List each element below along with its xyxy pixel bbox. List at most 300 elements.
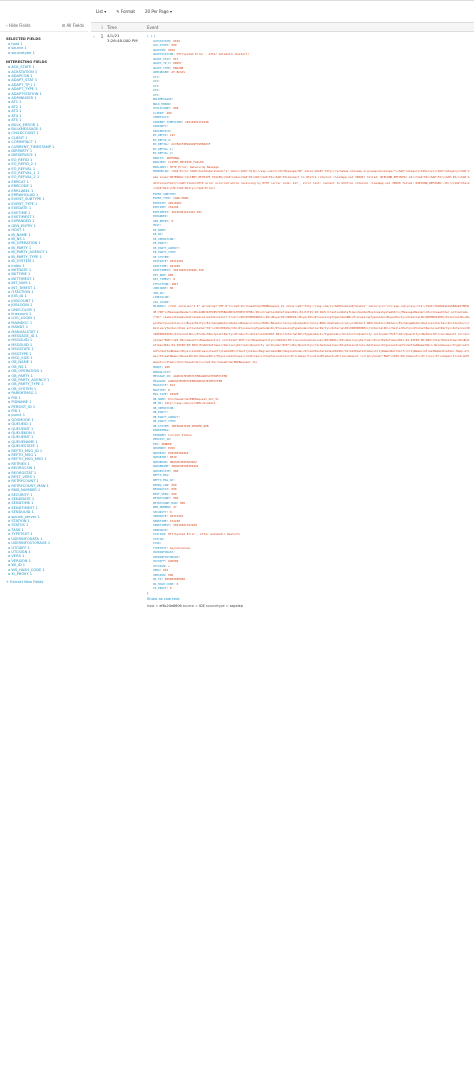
event-field-key[interactable]: UTCSIGN	[153, 563, 165, 568]
interesting-field-item[interactable]: a QUEUEKON 1	[8, 430, 36, 435]
event-field-value[interactable]: 000	[171, 491, 177, 496]
event-field-key[interactable]: QUEUEINT	[153, 455, 167, 460]
interesting-field-item[interactable]: a ADAPT_TP_I 1	[8, 82, 36, 87]
interesting-field-item[interactable]: a MANDT 1	[8, 325, 28, 330]
event-field-key[interactable]: ADAPT_TYPE	[153, 65, 170, 70]
interesting-field-item[interactable]: a IB_NAME 1	[8, 232, 31, 237]
event-field-key[interactable]: QUEUESTATE	[153, 468, 170, 473]
event-field-key[interactable]: PID	[153, 441, 159, 446]
event-field-value[interactable]: HTTP Error: Receiving Message	[169, 164, 219, 169]
event-field-key[interactable]: REFTO_MSG_ID	[153, 477, 174, 482]
event-field-key[interactable]: QUEUENAME	[153, 464, 169, 469]
event-field-key[interactable]: EO_REFVAL_2	[153, 151, 172, 156]
interesting-field-item[interactable]: a SECURITY 1	[8, 492, 33, 497]
interesting-field-item[interactable]: a OB_PARTY_AGENCY 1	[8, 378, 50, 383]
event-field-value[interactable]: PurchaseOrderERPRequest_Out_V1	[168, 396, 219, 401]
event-field-key[interactable]: RETRYCOUNT_MAN	[153, 500, 177, 505]
interesting-field-item[interactable]: a PARENTMSG 1	[8, 391, 37, 396]
event-field-key[interactable]: HOST	[153, 223, 160, 228]
event-field-key[interactable]: ERRWHOLAD	[153, 169, 169, 174]
event-field-key[interactable]: MSGSTATE	[153, 383, 167, 388]
row-expand-toggle[interactable]: ›	[93, 34, 95, 39]
interesting-field-item[interactable]: a ADAPTSTATION 1	[8, 91, 42, 96]
event-field-key[interactable]: MANDT	[153, 365, 162, 370]
event-field-key[interactable]: ACKSTATION	[153, 38, 170, 43]
event-field-key[interactable]: INT_TIMEST	[153, 277, 170, 282]
event-field-key[interactable]: PERSIST_ID	[153, 437, 170, 442]
interesting-field-item[interactable]: a UTCDIFF 1	[8, 545, 30, 550]
interesting-field-item[interactable]: a PID 1	[8, 395, 21, 400]
event-field-value[interactable]: 0019	[169, 455, 177, 460]
interesting-field-item[interactable]: a QUEUEINT 1	[8, 426, 34, 431]
event-field-key[interactable]: INITDATE	[153, 259, 167, 264]
event-field-value[interactable]: Asynchronous	[169, 545, 191, 550]
interesting-field-item[interactable]: a JOBLOGIN 1	[8, 303, 33, 308]
interesting-field-item[interactable]: a SENDUUID 1	[8, 510, 34, 515]
event-field-value[interactable]: ENGINE	[173, 65, 184, 70]
interesting-field-item[interactable]: a GEN_ENTRY 1	[8, 223, 36, 228]
interesting-field-item[interactable]: a RETRYCOUNT_MAN 1	[8, 483, 49, 488]
event-field-value[interactable]: AA0D3A7ECB57CE5BAA0D3A7ECB57CE5B	[173, 374, 228, 379]
event-field-key[interactable]: RND_NUMBER	[153, 505, 170, 510]
interesting-field-item[interactable]: a QUEUEID 1	[8, 422, 32, 427]
interesting-field-item[interactable]: a REFTO_MSG_ID 1	[8, 448, 43, 453]
event-field-key[interactable]: REFTO_MSG	[153, 473, 169, 478]
event-field-value[interactable]: 0	[171, 218, 174, 223]
event-field-key[interactable]: USERINFODATA	[153, 550, 174, 555]
event-field-key[interactable]: OB_PARTY_AGENCY	[153, 414, 179, 419]
event-field-key[interactable]: IB_PARTY	[153, 241, 167, 246]
event-field-value[interactable]: INIT	[171, 281, 179, 286]
interesting-field-item[interactable]: a MSGSTATE 1	[8, 347, 34, 352]
event-field-value[interactable]: 400	[164, 365, 170, 370]
event-field-value[interactable]: 152248	[168, 205, 179, 210]
event-field-key[interactable]: BULK_ERROR	[153, 101, 170, 106]
event-field-key[interactable]: QUEUEKON	[153, 459, 167, 464]
interesting-field-item[interactable]: a VERSION 1	[8, 558, 31, 563]
interesting-field-item[interactable]: a MSG_SIZE 1	[8, 356, 33, 361]
interesting-field-item[interactable]: a AT5 1	[8, 118, 22, 123]
event-field-key[interactable]: CHILDCOUNT	[153, 106, 170, 111]
event-field-key[interactable]: EXETIMEST	[153, 209, 169, 214]
event-field-value[interactable]: SENDER	[161, 441, 172, 446]
event-field-key[interactable]: OB_NAME	[153, 396, 165, 401]
interesting-field-item[interactable]: a INITDATE 1	[8, 267, 32, 272]
event-field-key[interactable]: VERSION	[153, 572, 165, 577]
event-field-key[interactable]: GEN_ENTRY	[153, 218, 169, 223]
event-field-value[interactable]: 20210401152248	[173, 523, 197, 528]
interesting-field-item[interactable]: a OB_NS 1	[8, 364, 27, 369]
interesting-field-item[interactable]: a ADAPT_STAT 1	[8, 78, 38, 83]
event-field-key[interactable]: MESSAGE_ID	[153, 374, 170, 379]
interesting-field-item[interactable]: a ADAPT_TYPE 1	[8, 87, 38, 92]
interesting-field-item[interactable]: a index 1	[8, 263, 25, 268]
event-field-value[interactable]: PO4500384462	[168, 450, 189, 455]
interesting-field-item[interactable]: a IB_NS 1	[8, 237, 26, 242]
json-collapse-toggle[interactable]: { [-]	[147, 34, 156, 38]
event-field-key[interactable]: EO_REFID_2	[153, 137, 170, 142]
event-field-key[interactable]: IB_PARTY_TYPE	[153, 250, 175, 255]
event-field-key[interactable]: UTCDIFF	[153, 559, 165, 564]
event-field-value[interactable]: HTT(System Error - After Automatic Restart)	[176, 52, 250, 57]
event-field-key[interactable]: VERS	[153, 568, 160, 573]
event-field-key[interactable]: OB_PARTY_TYPE	[153, 419, 175, 424]
event-field-key[interactable]: SENDTIMEST	[153, 523, 170, 528]
event-field-value[interactable]: 123	[169, 133, 175, 138]
interesting-field-item[interactable]: a BULKMESSAGE 1	[8, 126, 42, 131]
interesting-field-item[interactable]: a LINECOLOR 1	[8, 307, 36, 312]
format-button[interactable]: ✎ Format	[116, 9, 135, 14]
event-field-value[interactable]: AA0D3A7ECB57CE5BAA0D3A7ECB57CE5B	[168, 378, 223, 383]
interesting-field-item[interactable]: a ADAPCON 1	[8, 74, 33, 79]
interesting-field-item[interactable]: a SENDTIMEST 1	[8, 505, 38, 510]
event-field-value[interactable]: 20210401	[169, 259, 184, 264]
event-field-value[interactable]: 000	[173, 106, 179, 111]
event-field-key[interactable]: AT5	[153, 92, 159, 97]
event-field-value[interactable]: CANG.HUNG	[173, 196, 189, 201]
event-field-key[interactable]: DIRSERVICE	[153, 128, 170, 133]
event-field-key[interactable]: EVENT_TYPE	[153, 196, 170, 201]
interesting-field-item[interactable]: a INT_NUM 1	[8, 281, 31, 286]
interesting-field-item[interactable]: a EO_REFVAL 1	[8, 166, 36, 171]
event-field-key[interactable]: EXPANDED	[153, 214, 167, 219]
event-field-key[interactable]: SENDUUID	[153, 527, 167, 532]
interesting-field-item[interactable]: a ERRWHOLAD 1	[8, 193, 39, 197]
event-field-key[interactable]: OB_PARTY	[153, 410, 167, 415]
interesting-field-item[interactable]: a MANUALSTAT 1	[8, 329, 39, 334]
interesting-field-item[interactable]: a OB_PARTY_TYPE 1	[8, 382, 44, 387]
event-field-value[interactable]: Current Status	[168, 432, 192, 437]
interesting-field-item[interactable]: a LOG_LOGIN 1	[8, 316, 36, 321]
event-field-value[interactable]: 27	[173, 505, 177, 510]
interesting-field-item[interactable]: a QOSMODE 1	[8, 417, 34, 422]
interesting-field-item[interactable]: a PERSIST_ID 1	[8, 404, 36, 409]
event-field-value[interactable]: HTT(System Error - After Automatic Restart)	[168, 532, 241, 537]
event-field-key[interactable]: JOBCOUNT	[153, 286, 167, 291]
show-raw-text-link[interactable]: Show as raw text	[147, 596, 180, 602]
event-field-value[interactable]: 013	[173, 56, 179, 61]
interesting-field-item[interactable]: a EO_REFID 1	[8, 157, 33, 162]
interesting-field-item[interactable]: a EO_REFVAL_1 1	[8, 170, 40, 175]
event-field-key[interactable]: AT1	[153, 74, 159, 79]
interesting-field-item[interactable]: a ACKSTATION 1	[8, 69, 38, 74]
event-field-key[interactable]: INITTIME	[153, 263, 167, 268]
event-field-key[interactable]: ADAPCON	[153, 47, 165, 52]
interesting-field-item[interactable]: a ITFACTION 1	[8, 289, 34, 294]
interesting-field-item[interactable]: a QUEUENAME 1	[8, 439, 38, 444]
header-time[interactable]: Time	[107, 24, 117, 30]
interesting-field-item[interactable]: a STATUS 1	[8, 523, 29, 528]
event-field-value[interactable]: 000	[173, 468, 179, 473]
interesting-field-item[interactable]: a INITTIME 1	[8, 272, 31, 277]
event-field-value[interactable]: AF-BASIS	[171, 70, 186, 75]
list-view-dropdown[interactable]: List ▾	[96, 9, 107, 14]
event-field-key[interactable]: AT2	[153, 79, 159, 84]
interesting-field-item[interactable]: a CURRENT_TIMESTAMP 1	[8, 144, 55, 149]
event-field-key[interactable]: ERRCAT	[153, 155, 164, 160]
interesting-field-item[interactable]: a EVENT_TYPE 1	[8, 201, 38, 206]
interesting-field-item[interactable]: a EXETIMEST 1	[8, 215, 35, 220]
event-field-value[interactable]: 152248	[169, 518, 180, 523]
interesting-field-item[interactable]: a MESSAGE_ID 1	[8, 334, 38, 338]
event-field-key[interactable]: LOG_LOGIN	[153, 299, 169, 304]
event-field-key[interactable]: IB_NS	[153, 232, 162, 237]
interesting-field-item[interactable]: a IB_PARTY 1	[8, 245, 32, 250]
event-field-value[interactable]: 20210401	[168, 200, 182, 205]
interesting-field-item[interactable]: a ERRCAT 1	[8, 179, 29, 184]
event-field-key[interactable]: IB_PARTY_AGENCY	[153, 245, 179, 250]
event-field-key[interactable]: ERRCODE	[153, 160, 165, 165]
event-field-key[interactable]: MSG_SIZE	[153, 392, 167, 397]
interesting-field-item[interactable]: a INT_TIMEST 1	[8, 285, 36, 290]
event-field-value[interactable]: <SAP:Error SOAP:mustUnderstand="1" xmlns:SAP="http://sap.com/xi/XI/Message/30" xmlns:SOAP="http://schemas.xmlsoap.org/soap/envelope/"><SAP:Category>XIServer</SAP:Category><SAP:Code area="INTERNAL">CLIENT_RECEIVE_FAILED</SAP:Code><SAP:P1>410</SAP:P1><SAP:P2>Connect to WfsTra internal (loadapp.net 30000) failed: NIECONN_REFUSED(-10)</SAP:P2><SAP:P3/><SAP:P4/><SAP:AdditionalText/><SAP:Stack>HTTP error occurred while receiving by HTTP (error code: 417 , error text: Connect to WfsTrac internal (loadapp.net 30000 failed: NIECONN_REFUSED(-10))</SAP:Stack><SAP:Retry>M</SAP:Retry></SAP:Error>	[153, 169, 470, 191]
interesting-field-item[interactable]: a SENDDATE 1	[8, 497, 35, 502]
event-field-value[interactable]: 000	[168, 572, 174, 577]
event-field-key[interactable]: MANUALSTAT	[153, 369, 170, 374]
event-field-key[interactable]: PIDNAME	[153, 432, 165, 437]
event-field-value[interactable]: 0	[169, 586, 172, 591]
event-field-key[interactable]: ADAPTSTATION	[153, 52, 174, 57]
interesting-field-item[interactable]: a EXPANDED 1	[8, 219, 35, 224]
event-field-value[interactable]: 0019	[173, 38, 180, 43]
interesting-field-item[interactable]: a ADMINUSER 1	[8, 96, 37, 101]
event-field-key[interactable]: EO_REFVAL	[153, 142, 169, 147]
event-field-key[interactable]: BULKMESSAGE	[153, 97, 172, 102]
event-field-key[interactable]: WS_HASH_CODE	[153, 581, 174, 586]
interesting-field-item[interactable]: a REORGSTAT 1	[8, 470, 37, 475]
interesting-field-item[interactable]: a JOB_ID 1	[8, 294, 27, 299]
event-field-key[interactable]: STATION	[153, 532, 165, 537]
interesting-field-item[interactable]: a EO_REFID_2 1	[8, 162, 37, 167]
event-field-key[interactable]: ADMINUSER	[153, 70, 169, 75]
interesting-field-item[interactable]: a MSGGUID 1	[8, 342, 33, 347]
event-field-key[interactable]: SENDTIME	[153, 518, 167, 523]
event-field-value[interactable]: <?xml version="1.0" encoding="UTF-8"?><ns0:PurchaseOrderERPRequest_In xmlns:ns0="http://sap.com/xi/SAPGlobal20/Global" xmlns:prx="urn:sap.com:proxy:CCI:/1SAI/TAS8A64A1A5B4A9478E9C4E:700"><MessageHeader><ID>AA0D3A7ECB57CE5BAA0D3A7ECB57CE5B</ID><CreationDateTime>2021-04-01T15:20:46Z</CreationDateTime><SenderBusinessSystemID/></MessageHeader><PurchaseOrder actionCode="01" itemListCompleteTransmissionIndicator="true"><ID>4500000661</ID><BuyerID>400018</BuyerID><ProcessingTypeCode>NB</ProcessingTypeCode><BuyerParty><InternalID>0000001000</InternalID><BuyerPartyLocation/></BuyerParty><ExchangeRate><Rate><BaseCurrency>EUR</BaseCurrency><QuotedCurrency>EUR</QuotedCurrency><Rate>1.000</Rate></Rate></ExchangeRate><DeliveryTerms><Incoterms/></DeliveryTerms><Item actionCode="01"><ID>00010</ID><ProcessingTypeCode>0</ProcessingTypeCode><SellerParty><InternalID>0000000001</InternalID></SellerParty><ProductRecipientParty><InternalID>0000001000</InternalID></ProductRecipientParty><Product><InternalID>MAT-001</InternalID><TypeCode>1</TypeCode></Product><Quantity unitCode="PCE">10</Quantity><NetUnitPrice><Amount currencyCode="EUR">125.00</Amount><BaseQuantity unitCode="PCE">1</BaseQuantity></NetUnitPrice><ScheduleLine><ID>0001</ID><DeliveryPeriod><StartDateTime>2021-04-02T00:00:00Z</StartDateTime><EndDateTime>2021-04-02T00:00:00Z</EndDateTime></DeliveryPeriod><Quantity unitCode="PCE">10</Quantity></ScheduleLine><ShipToLocation><Address><OrganisationFormattedName>Main Warehouse</OrganisationFormattedName><PhysicalAddress><CountryCode>DE</CountryCode><RegionCode>BW</RegionCode><StreetPostalCode>69190</StreetPostalCode><CityName>Walldorf</CityName><StreetName>Dietmar-Hopp-Allee</StreetName><HouseID>16</HouseID></PhysicalAddress></Address></ShipToLocation><PriceSpecificationElement><Price><Amount currencyCode="EUR">1250.00</Amount></Price></PriceSpecificationElement></Item></PurchaseOrder></ns0:PurchaseOrderERPRequest_In>	[153, 304, 470, 364]
event-field-value[interactable]: XBQSPO4500384462	[171, 464, 199, 469]
interesting-field-item[interactable]: a QUEUEINT 1	[8, 435, 34, 440]
event-field-value[interactable]: 000	[171, 43, 177, 48]
event-field-value[interactable]: EOIO	[168, 446, 175, 451]
event-field-value[interactable]: 0	[173, 277, 175, 282]
event-field-key[interactable]: INT_NUM	[153, 272, 165, 277]
interesting-field-item[interactable]: a COMMITACT 1	[8, 140, 37, 145]
interesting-field-item[interactable]: a IB_PARTY_TYPE 1	[8, 254, 42, 259]
event-field-value[interactable]: PROXY	[173, 61, 182, 66]
event-field-key[interactable]: REORGSTAT	[153, 487, 169, 492]
interesting-field-item[interactable]: a OB_SYSTEM 1	[8, 386, 37, 391]
event-field-key[interactable]: CLIENT	[153, 110, 164, 115]
event-field-key[interactable]: USERINFOSTORAGE	[153, 554, 179, 559]
interesting-field-item[interactable]: a AT2 1	[8, 104, 22, 109]
event-field-value[interactable]: 000000000000	[164, 577, 186, 582]
event-field-key[interactable]: TYPETEXT	[153, 545, 167, 550]
interesting-field-item[interactable]: a INITTIMEST 1	[8, 276, 35, 281]
interesting-field-item[interactable]: a MAINDOC 1	[8, 320, 33, 325]
event-field-value[interactable]: http://sap.com/xi/APPL/Global2	[164, 401, 216, 406]
event-field-key[interactable]: IB_NAME	[153, 227, 165, 232]
interesting-field-item[interactable]: a PID 1	[8, 408, 21, 413]
interesting-field-item[interactable]: a REORGCON 1	[8, 466, 36, 471]
event-field-key[interactable]: ADAPT_STAT	[153, 56, 170, 61]
interesting-field-item[interactable]: a QUEUESTATE 1	[8, 444, 39, 449]
event-field-value[interactable]: R	[168, 387, 170, 392]
meta-field-value[interactable]: ef6c24e8606	[159, 603, 182, 608]
interesting-field-item[interactable]: a DIRSERVICE 1	[8, 153, 37, 158]
interesting-field-item[interactable]: a BULK_ERROR 1	[8, 122, 39, 127]
interesting-field-item[interactable]: a EVENT_SUBTYPE 1	[8, 197, 45, 202]
event-field-value[interactable]: 20210401	[169, 514, 184, 519]
event-field-key[interactable]: QUEUEID	[153, 450, 165, 455]
event-field-value[interactable]: AC7061F2E9A9A9F01EB463F	[171, 142, 211, 147]
interesting-field-item[interactable]: a AT1 1	[8, 100, 22, 105]
hide-fields-button[interactable]: ‹ Hide Fields	[6, 23, 31, 29]
interesting-field-item[interactable]: a OB_PARTY 1	[8, 373, 33, 378]
interesting-field-item[interactable]: a punct 1	[8, 413, 25, 418]
interesting-field-item[interactable]: a OB_NAME 1	[8, 360, 33, 365]
event-field-value[interactable]: INTEGRATION_SERVER_QEB	[171, 423, 209, 428]
event-field-value[interactable]: 001	[163, 568, 169, 573]
interesting-field-item[interactable]: a XI_PROXY 1	[8, 571, 33, 576]
event-field-key[interactable]: EO_REFID	[153, 133, 167, 138]
interesting-field-item[interactable]: a PIDNAME 1	[8, 400, 32, 405]
event-field-key[interactable]: DIRPARTY	[153, 124, 167, 129]
event-field-value[interactable]: 20210401152421.953	[171, 209, 202, 214]
event-field-key[interactable]: IB_SYSTEM	[153, 254, 169, 259]
interesting-field-item[interactable]: a EO_REFVAL_2 1	[8, 175, 40, 180]
interesting-field-item[interactable]: a VERS 1	[8, 554, 25, 559]
event-field-key[interactable]: STATUS	[153, 536, 164, 541]
interesting-field-item[interactable]: a USERINFOSTORAGE 1	[8, 541, 51, 546]
selected-field-item[interactable]: a sourcetype 1	[8, 50, 35, 55]
interesting-field-item[interactable]: a EXEDATE 1	[8, 206, 32, 211]
event-field-key[interactable]: WI_ID	[153, 577, 162, 582]
event-field-key[interactable]: MAINDOC	[153, 304, 165, 309]
interesting-field-item[interactable]: a IB_PARTY_AGENCY 1	[8, 250, 48, 255]
event-field-key[interactable]: TASK	[153, 541, 160, 546]
event-field-key[interactable]: LINECOLOR	[153, 295, 169, 300]
interesting-field-item[interactable]: a ACK_STATE 1	[8, 65, 35, 70]
event-field-key[interactable]: ITFACTION	[153, 281, 169, 286]
interesting-field-item[interactable]: a linecount 1	[8, 311, 32, 316]
interesting-field-item[interactable]: a CLIENT 1	[8, 135, 28, 140]
event-field-key[interactable]: JOB_ID	[153, 290, 164, 295]
interesting-field-item[interactable]: a USERINFODATA 1	[8, 536, 43, 541]
interesting-field-item[interactable]: a TYPETEXT 1	[8, 532, 33, 537]
event-field-key[interactable]: EXETIME	[153, 205, 165, 210]
event-field-value[interactable]: 400	[166, 110, 172, 115]
event-field-key[interactable]: EO_REFVAL_1	[153, 146, 172, 151]
event-field-value[interactable]: 000	[171, 487, 177, 492]
interesting-field-item[interactable]: a UTCSIGN 1	[8, 549, 31, 554]
event-field-value[interactable]: 0	[169, 509, 172, 514]
event-field-value[interactable]: 000	[171, 482, 177, 487]
event-field-key[interactable]: OB_OPERATION	[153, 405, 174, 410]
interesting-field-item[interactable]: a splunk_server 1	[8, 514, 40, 519]
interesting-field-item[interactable]: a REST_VERS 1	[8, 475, 36, 479]
event-field-value[interactable]: 000	[168, 272, 174, 277]
interesting-field-item[interactable]: a EXETIME 1	[8, 210, 31, 215]
interesting-field-item[interactable]: a IB_SYSTEM 1	[8, 259, 35, 264]
interesting-field-item[interactable]: a STATION 1	[8, 519, 30, 524]
event-field-key[interactable]: SECURITY	[153, 509, 167, 514]
per-page-dropdown[interactable]: 20 Per Page ▾	[145, 9, 172, 14]
event-field-key[interactable]: MSGGUID	[153, 378, 165, 383]
event-field-key[interactable]: EXEDATE	[153, 200, 165, 205]
selected-field-item[interactable]: a source 1	[8, 46, 27, 51]
interesting-field-item[interactable]: a AT3 1	[8, 109, 22, 114]
event-field-value[interactable]: CLIENT_RECEIVE_FAILED	[168, 160, 204, 165]
event-field-value[interactable]: 014	[169, 383, 175, 388]
interesting-field-item[interactable]: a OB_OPERATION 1	[8, 369, 43, 374]
interesting-field-item[interactable]: a WS_HASH_CODE 1	[8, 567, 45, 572]
event-field-key[interactable]: OB_SYSTEM	[153, 423, 169, 428]
event-field-key[interactable]: XI_PROXY	[153, 586, 167, 591]
event-field-value[interactable]: 0019	[168, 47, 175, 52]
interesting-field-item[interactable]: a WI_ID 1	[8, 563, 26, 568]
event-field-key[interactable]: ACK_STATE	[153, 43, 169, 48]
event-field-key[interactable]: REST_VERS	[153, 491, 169, 496]
interesting-field-item[interactable]: a DIRPARTY 1	[8, 148, 33, 153]
event-field-value[interactable]: 000	[179, 500, 186, 505]
event-field-key[interactable]: PARENTMSG	[153, 428, 169, 433]
event-field-key[interactable]: MSGTYPE	[153, 387, 165, 392]
interesting-field-item[interactable]: a RETRIES 1	[8, 461, 30, 466]
event-field-key[interactable]: AT3	[153, 83, 159, 88]
event-field-value[interactable]: 10928	[169, 392, 179, 397]
all-fields-button[interactable]: ☰ All Fields	[61, 23, 84, 29]
event-field-value[interactable]: 00	[169, 286, 174, 291]
event-field-value[interactable]: 000	[173, 496, 179, 501]
interesting-field-item[interactable]: a TASK 1	[8, 527, 24, 532]
event-field-key[interactable]: RETRYCOUNT	[153, 496, 170, 501]
event-field-value[interactable]: 021948	[169, 263, 180, 268]
interesting-field-item[interactable]: a RND_NUMBER 1	[8, 488, 41, 493]
event-field-value[interactable]: +	[168, 563, 170, 568]
event-field-key[interactable]: REORG_CON	[153, 482, 169, 487]
event-field-key[interactable]: ADAPT_TP_I	[153, 61, 170, 66]
event-field-key[interactable]: SENDDATE	[153, 514, 167, 519]
event-field-key[interactable]: IB_OPERATION	[153, 236, 174, 241]
event-field-value[interactable]: INTERNAL	[166, 155, 180, 160]
event-field-value[interactable]: 20210401150946.358	[173, 268, 204, 273]
interesting-field-item[interactable]: a REFTO_MSG 1	[8, 452, 37, 457]
interesting-field-item[interactable]: a SENDTIME 1	[8, 501, 34, 506]
interesting-field-item[interactable]: a CHILDCOUNT 1	[8, 131, 39, 136]
event-field-key[interactable]: AT4	[153, 88, 159, 93]
event-field-key[interactable]: COMMITACT	[153, 115, 169, 120]
event-field-value[interactable]: XBQSPO4500384462	[169, 459, 197, 464]
event-field-key[interactable]: INITTIMEST	[153, 268, 170, 273]
interesting-field-item[interactable]: a ERRCODE 1	[8, 184, 33, 189]
event-field-key[interactable]: CURRENT_TIMESTAMP	[153, 119, 182, 124]
interesting-field-item[interactable]: a MSGTYPE 1	[8, 351, 32, 356]
interesting-field-item[interactable]: a RETRYCOUNT 1	[8, 479, 39, 484]
interesting-field-item[interactable]: a REFTO_MSG_MSG 1	[8, 457, 47, 462]
event-field-key[interactable]: EVENT_SUBTYPE	[153, 191, 175, 196]
interesting-field-item[interactable]: a IB_OPERATION 1	[8, 241, 41, 246]
interesting-field-item[interactable]: a HOST 1	[8, 228, 25, 233]
event-field-value[interactable]: 0	[176, 581, 179, 586]
event-field-key[interactable]: ERRLABEL	[153, 164, 167, 169]
interesting-field-item[interactable]: a AT4 1	[8, 113, 22, 118]
event-field-value[interactable]: 020000	[168, 559, 179, 564]
meta-field-value[interactable]: sapxlep	[229, 603, 243, 608]
interesting-field-item[interactable]: a JOBCOUNT 1	[8, 298, 34, 303]
selected-field-item[interactable]: a host 1	[8, 42, 23, 46]
interesting-field-item[interactable]: a ERRLABEL 1	[8, 188, 34, 193]
interesting-field-item[interactable]: a MSGGUID 1	[8, 338, 33, 343]
event-field-key[interactable]: QOSMODE	[153, 446, 165, 451]
